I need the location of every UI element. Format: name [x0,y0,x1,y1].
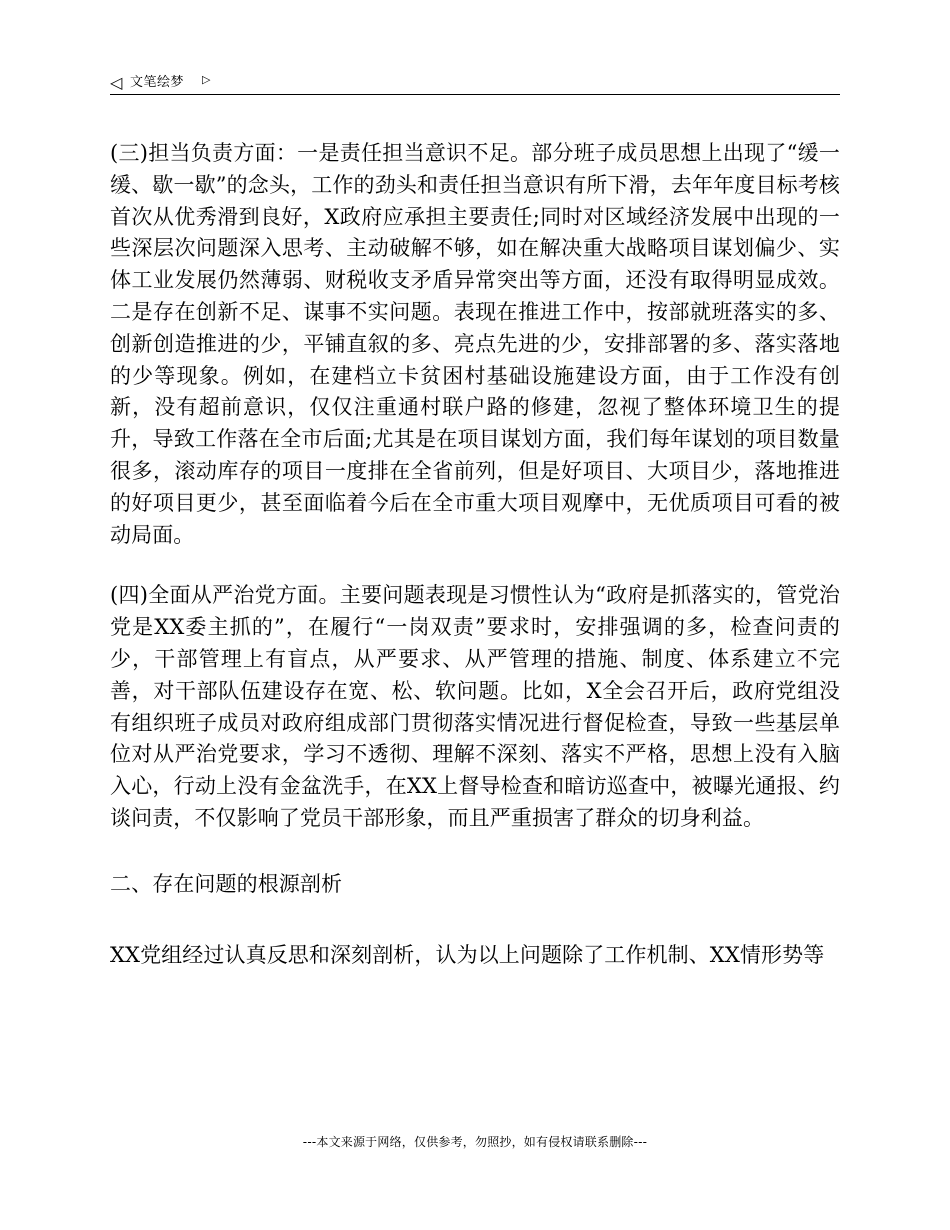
paragraph-party-governance: (四)全面从严治党方面。主要问题表现是习惯性认为“政府是抓落实的，管党治党是XX委主抓的”，在履行“一岗双责”要求时，安排强调的多，检查问责的少，干部管理上有盲点，从严要求、从严管理的措施、制度、体系建立不完善，对干部队伍建设存在宽、松、软问题。比如，X全会召开后，政府党组没有组织班子成员对政府组成部门贯彻落实情况进行督促检查，导致一些基层单位对从严治党要求，学习不透彻、理解不深刻、落实不严格，思想上没有入脑入心，行动上没有金盆洗手，在XX上督导检查和暗访巡查中，被曝光通报、约谈问责，不仅影响了党员干部形象，而且严重损害了群众的切身利益。 [110,583,840,830]
page-header [110,72,840,95]
right-triangle-icon: ▷ [202,73,211,86]
paragraph-root-cause-intro: XX党组经过认真反思和深刻剖析，认为以上问题除了工作机制、XX情形势等 [110,942,825,967]
page-footer-disclaimer: ---本文来源于网络，仅供参考，勿照抄，如有侵权请联系删除--- [302,1135,648,1149]
section-heading-root-cause: 二、存在问题的根源剖析 [110,871,343,896]
left-triangle-icon: ◁ [110,73,123,92]
paragraph-accountability: (三)担当负责方面：一是责任担当意识不足。部分班子成员思想上出现了“缓一缓、歇一歇”的念头，工作的劲头和责任担当意识有所下滑，去年年度目标考核首次从优秀滑到良好，X政府应承担主要责任;同时对区域经济发展中出现的一些深层次问题深入思考、主动破解不够，如在解决重大战略项目谋划偏少、实体工业发展仍然薄弱、财税收支矛盾异常突出等方面，还没有取得明显成效。二是存在创新不足、谋事不实问题。表现在推进工作中，按部就班落实的多、创新创造推进的少，平铺直叙的多、亮点先进的少，安排部署的多、落实落地的少等现象。例如，在建档立卡贫困村基础设施建设方面，由于工作没有创新，没有超前意识，仅仅注重通村联户路的修建，忽视了整体环境卫生的提升，导致工作落在全市后面;尤其是在项目谋划方面，我们每年谋划的项目数量很多，滚动库存的项目一度排在全省前列，但是好项目、大项目少，落地推进的好项目更少，甚至面临着今后在全市重大项目观摩中，无优质项目可看的被动局面。 [110,141,840,547]
header-brand: 文笔绘梦 [130,75,185,90]
document-body [110,138,840,971]
